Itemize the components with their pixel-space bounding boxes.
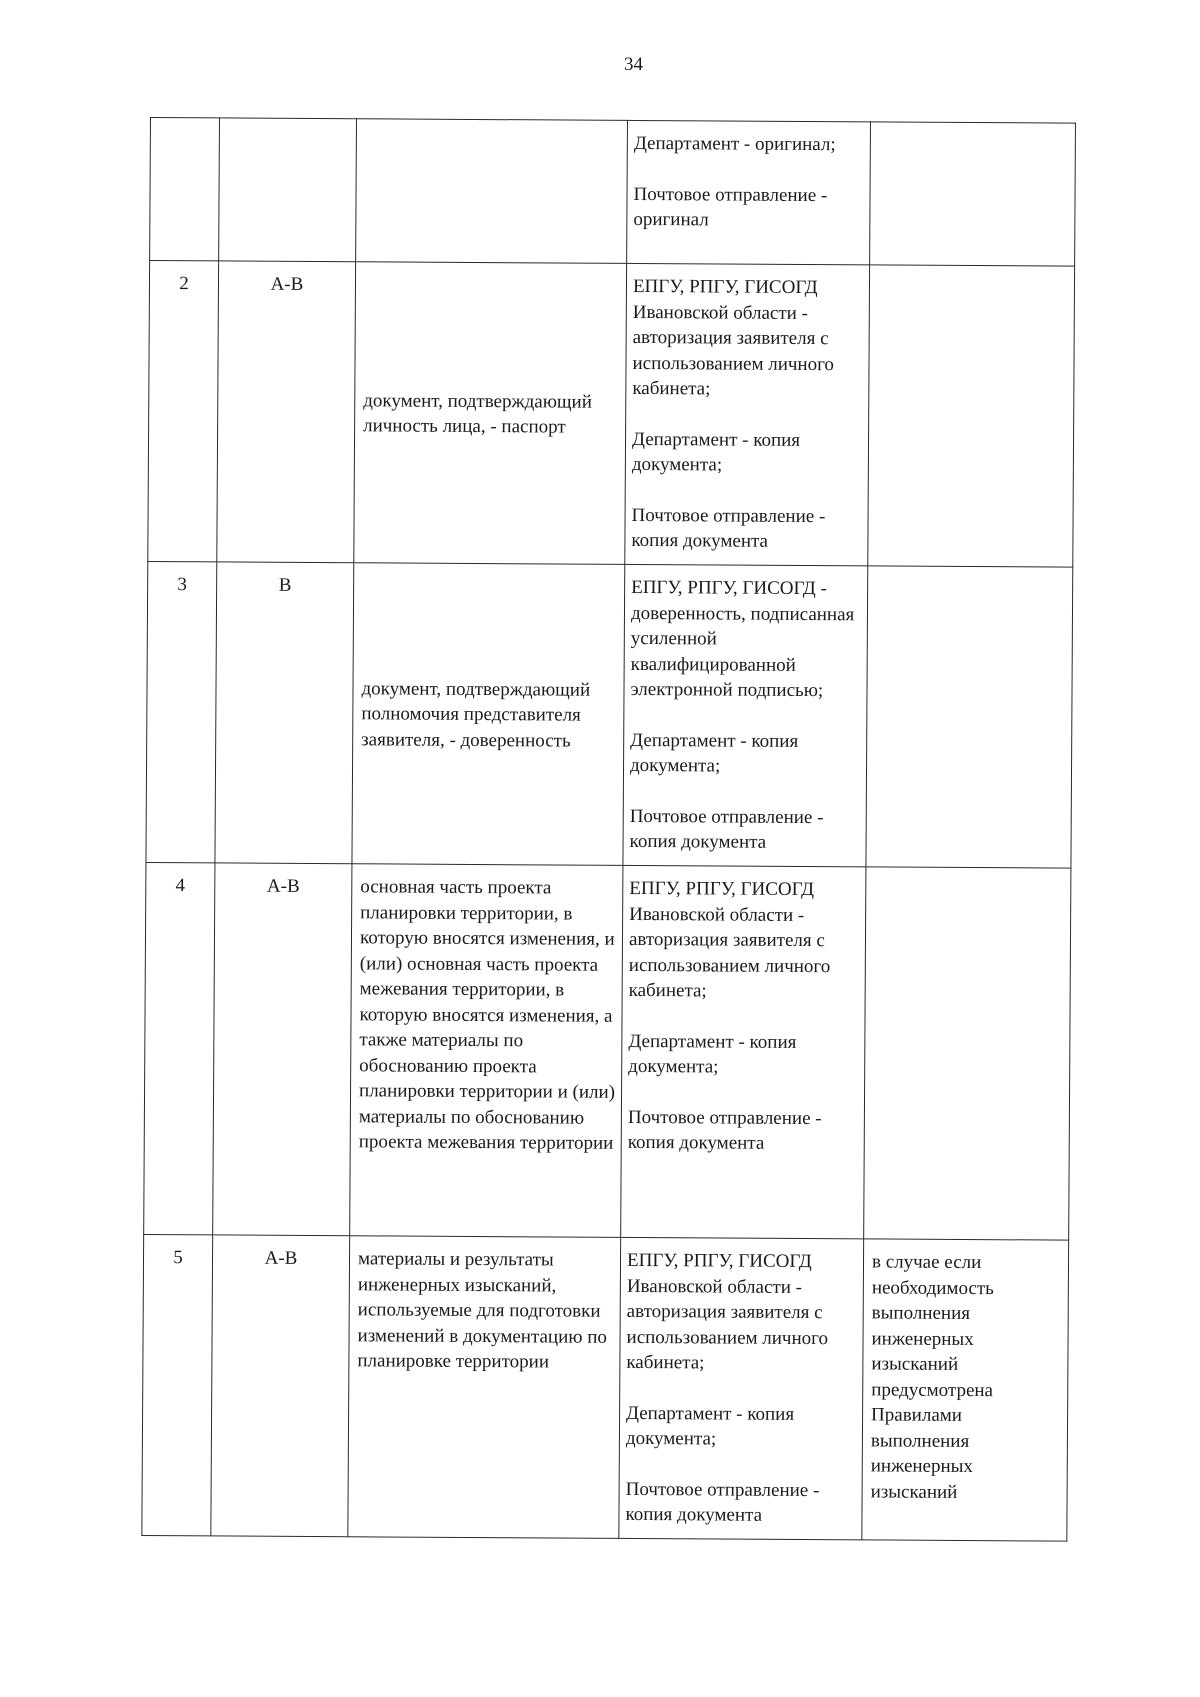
- row-number-cell: 3: [146, 561, 217, 862]
- submission-method-item: Департамент - копия документа;: [628, 1030, 797, 1078]
- submission-method-item: ЕПГУ, РПГУ, ГИСОГД Ивановской области - авторизация заявителя с использованием личного кабинета;: [632, 275, 835, 400]
- submission-method-item: Департамент - копия документа;: [631, 428, 801, 476]
- submission-method-item: Департамент - копия документа;: [625, 1402, 795, 1450]
- row-number-cell: 2: [148, 261, 219, 562]
- submission-method-cell: [627, 120, 871, 264]
- submission-method-item: Почтовое отправление - оригинал: [633, 183, 828, 231]
- table-row: [146, 561, 1073, 868]
- submission-method-cell: [623, 564, 868, 866]
- submission-method-item: Департамент - оригинал;: [633, 132, 836, 156]
- submission-method-item: Почтовое отправление - копия документа: [631, 504, 826, 552]
- table-row: [148, 261, 1075, 568]
- submission-method-item: Почтовое отправление - копия документа: [629, 805, 824, 853]
- document-cell: документ, подтверждающий полномочия представителя заявителя, - доверенность: [352, 563, 625, 866]
- submission-method-cell: [619, 1237, 864, 1539]
- submission-method-item: ЕПГУ, РПГУ, ГИСОГД Ивановской области - авторизация заявителя с использованием личного кабинета;: [628, 877, 831, 1002]
- submission-method-cell: [625, 263, 870, 565]
- applicant-category-cell: В: [215, 562, 354, 864]
- document-cell: документ, подтверждающий личность лица, - паспорт: [354, 262, 627, 565]
- document-cell: материалы и результаты инженерных изысканий, используемые для подготовки изменений в документацию по планировке территории: [348, 1236, 621, 1539]
- note-cell: [866, 566, 1073, 868]
- submission-method-cell: [621, 865, 866, 1238]
- applicant-category-cell: А-В: [213, 863, 352, 1236]
- document-cell: основная часть проекта планировки территории, в которую вносятся изменения, и (или) основная часть проекта межевания территории, в которую вносятся изменения, а также материалы по обоснованию проекта планировки территории и (или) материалы по обоснованию проекта межевания территории: [350, 864, 623, 1238]
- submission-method-item: ЕПГУ, РПГУ, ГИСОГД Ивановской области - авторизация заявителя с использованием личного кабинета;: [626, 1249, 829, 1374]
- applicant-category-cell: [219, 118, 357, 262]
- table-row: [144, 862, 1071, 1240]
- row-number-cell: 5: [142, 1234, 213, 1535]
- documents-table: [141, 117, 1076, 1542]
- row-number-cell: 4: [144, 862, 215, 1234]
- document-cell: [356, 119, 628, 264]
- submission-method-item: Почтовое отправление - копия документа: [627, 1106, 822, 1154]
- note-cell: [868, 265, 1075, 567]
- table-row: [142, 1234, 1069, 1541]
- row-number-cell: [150, 118, 220, 261]
- note-cell: [864, 867, 1071, 1240]
- table-row: [150, 118, 1076, 267]
- note-cell: [870, 122, 1076, 266]
- submission-method-item: ЕПГУ, РПГУ, ГИСОГД - доверенность, подписанная усиленной квалифицированной электронной подписью;: [630, 576, 855, 702]
- page-number: 34: [624, 54, 643, 75]
- applicant-category-cell: А-В: [211, 1235, 350, 1537]
- note-cell: в случае если необходимость выполнения инженерных изысканий предусмотрена Правилами выполнения инженерных изысканий: [862, 1239, 1069, 1541]
- applicant-category-cell: А-В: [217, 261, 356, 563]
- submission-method-item: Почтовое отправление - копия документа: [625, 1478, 820, 1526]
- submission-method-item: Департамент - копия документа;: [629, 729, 799, 777]
